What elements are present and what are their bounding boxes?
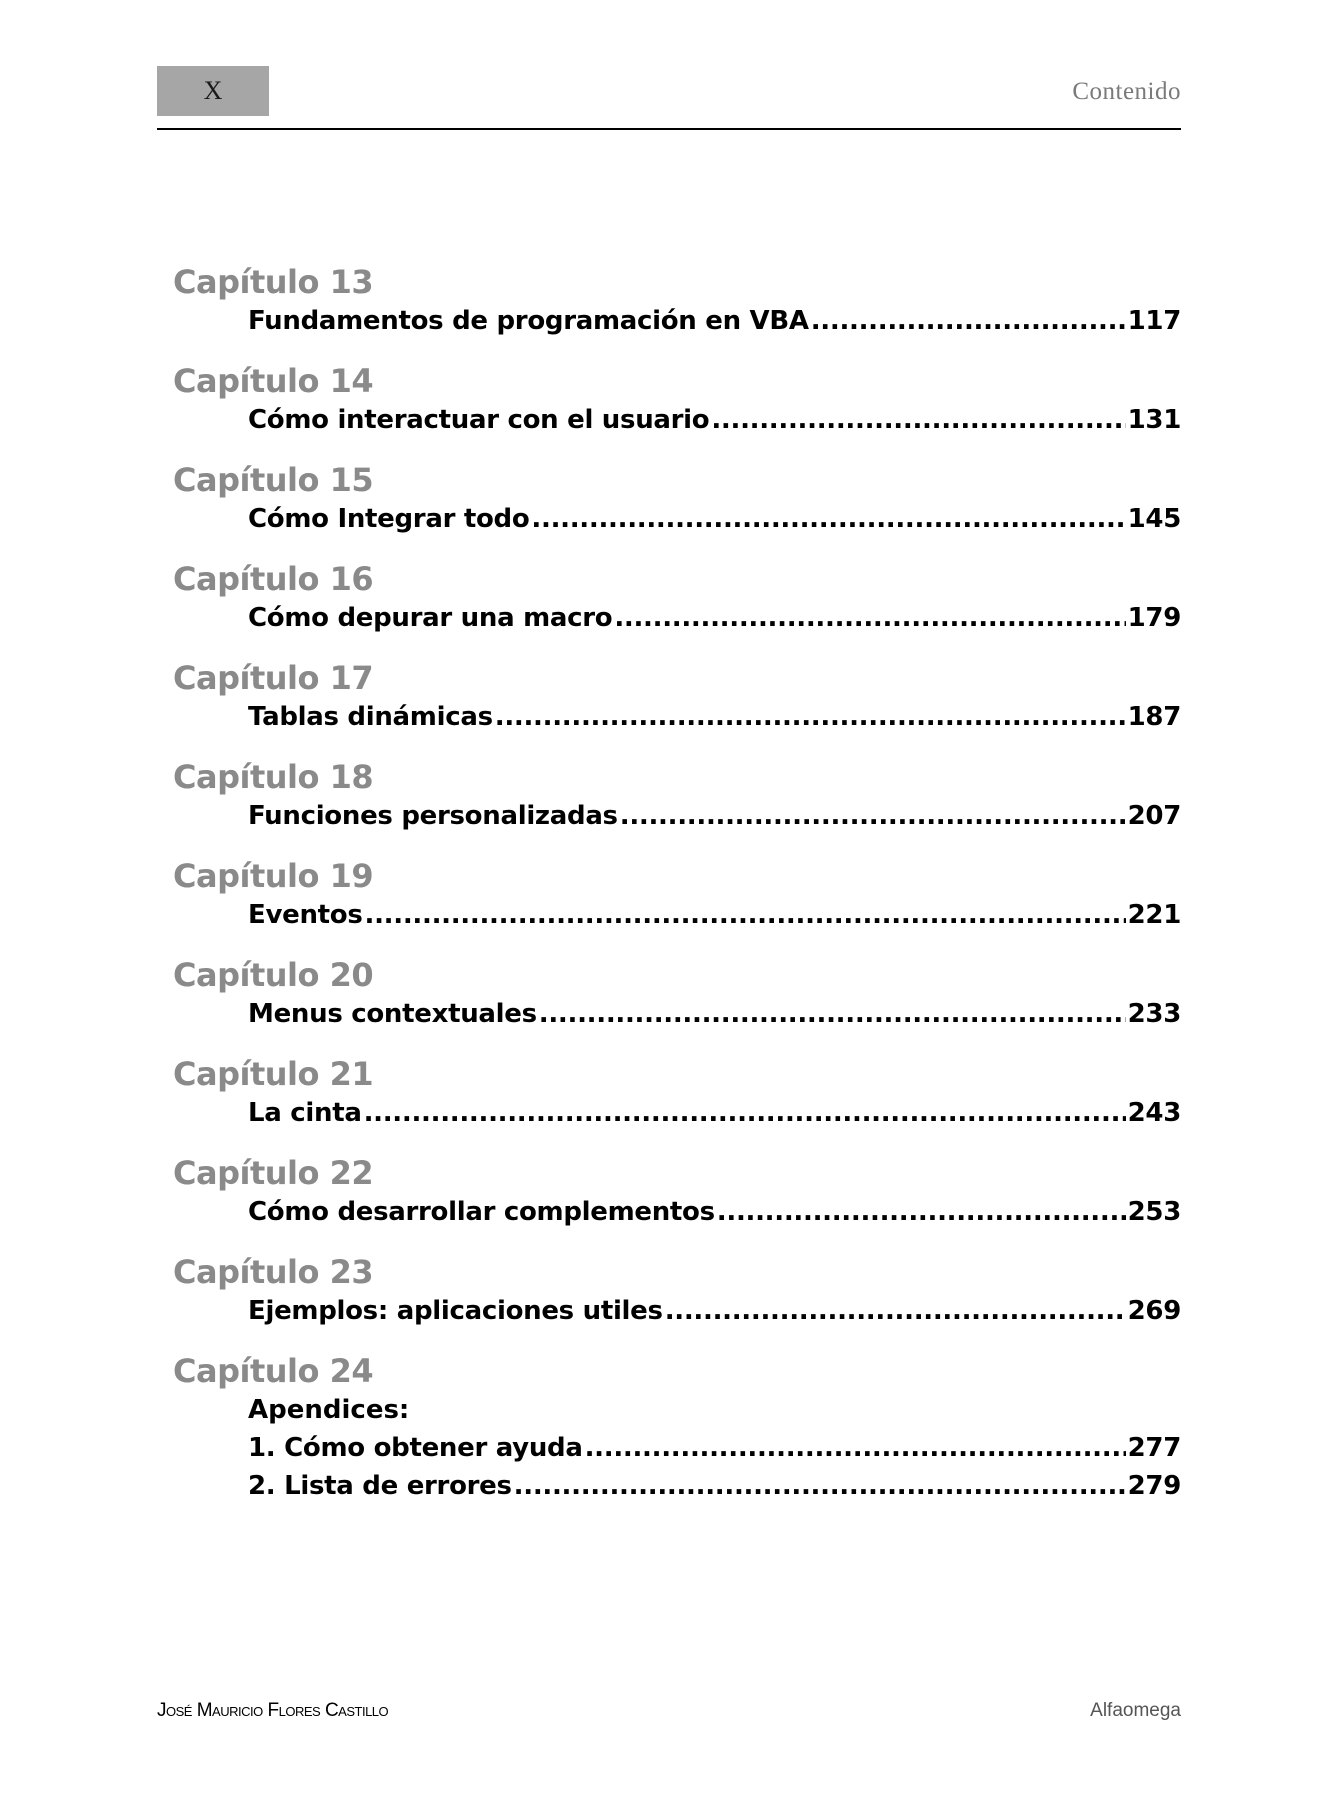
toc-entry[interactable] (248, 896, 1181, 934)
toc-chapter (173, 955, 1181, 1033)
chapter-title: Capítulo 19 (173, 857, 374, 895)
dot-leader (364, 1094, 1126, 1132)
entry-label: Eventos (248, 900, 363, 930)
dot-leader (365, 896, 1126, 934)
toc-chapter (173, 856, 1181, 934)
dot-leader (711, 401, 1125, 439)
toc-entry[interactable] (248, 698, 1181, 736)
entry-page-number: 207 (1127, 801, 1181, 831)
toc-chapter (173, 658, 1181, 736)
chapter-title: Capítulo 17 (173, 659, 374, 697)
entry-label: Cómo Integrar todo (248, 504, 530, 534)
toc-entry[interactable] (248, 599, 1181, 637)
dot-leader (620, 797, 1126, 835)
entry-label: 2. Lista de errores (248, 1471, 512, 1501)
entry-label: 1. Cómo obtener ayuda (248, 1433, 583, 1463)
entry-page-number: 117 (1127, 306, 1181, 336)
chapter-title: Capítulo 23 (173, 1253, 374, 1291)
entry-label: Cómo depurar una macro (248, 603, 613, 633)
dot-leader (531, 500, 1125, 538)
chapter-title: Capítulo 21 (173, 1055, 374, 1093)
entry-label: Tablas dinámicas (248, 702, 493, 732)
toc-entry[interactable] (248, 797, 1181, 835)
chapter-title: Capítulo 15 (173, 461, 374, 499)
entry-label: Cómo desarrollar complementos (248, 1197, 715, 1227)
toc-entry[interactable] (248, 500, 1181, 538)
dot-leader (539, 995, 1126, 1033)
toc-chapter (173, 361, 1181, 439)
entry-page-number: 187 (1127, 702, 1181, 732)
dot-leader (811, 302, 1126, 340)
dot-leader (514, 1467, 1126, 1505)
entry-page-number: 221 (1127, 900, 1181, 930)
entry-page-number: 243 (1127, 1098, 1181, 1128)
toc-entry[interactable] (248, 1429, 1181, 1467)
chapter-title: Capítulo 20 (173, 956, 374, 994)
toc-chapter (173, 559, 1181, 637)
dot-leader (614, 599, 1125, 637)
toc-chapter (173, 460, 1181, 538)
running-title: Contenido (1072, 78, 1181, 105)
entry-page-number: 179 (1127, 603, 1181, 633)
table-of-contents (173, 262, 1181, 1526)
dot-leader (717, 1193, 1126, 1231)
entry-page-number: 279 (1127, 1471, 1181, 1501)
toc-entry[interactable] (248, 1193, 1181, 1231)
entry-label: Ejemplos: aplicaciones utiles (248, 1296, 663, 1326)
entry-page-number: 269 (1127, 1296, 1181, 1326)
entry-page-number: 233 (1127, 999, 1181, 1029)
entry-page-number: 253 (1127, 1197, 1181, 1227)
publisher-name: Alfaomega (1090, 1700, 1181, 1721)
toc-chapter (173, 1351, 1181, 1505)
toc-entry[interactable] (248, 401, 1181, 439)
entry-label: Funciones personalizadas (248, 801, 618, 831)
chapter-title: Capítulo 13 (173, 263, 374, 301)
toc-entry[interactable] (248, 1094, 1181, 1132)
toc-chapter (173, 1054, 1181, 1132)
toc-chapter (173, 757, 1181, 835)
chapter-title: Capítulo 16 (173, 560, 374, 598)
toc-chapter (173, 262, 1181, 340)
toc-entry[interactable] (248, 995, 1181, 1033)
dot-leader (665, 1292, 1126, 1330)
page-number: X (157, 66, 269, 116)
entry-label: Cómo interactuar con el usuario (248, 405, 710, 435)
toc-entry[interactable] (248, 1292, 1181, 1330)
entry-page-number: 145 (1127, 504, 1181, 534)
chapter-title: Capítulo 22 (173, 1154, 374, 1192)
author-name: José Mauricio Flores Castillo (157, 1700, 389, 1721)
chapter-title: Capítulo 18 (173, 758, 374, 796)
chapter-title: Capítulo 14 (173, 362, 374, 400)
page-footer (157, 1700, 1181, 1730)
entry-label: Fundamentos de programación en VBA (248, 306, 809, 336)
page-header (157, 66, 1181, 130)
dot-leader (495, 698, 1126, 736)
appendix-heading: Apendices: (248, 1395, 410, 1425)
entry-page-number: 131 (1127, 405, 1181, 435)
toc-entry[interactable] (248, 1467, 1181, 1505)
chapter-title: Capítulo 24 (173, 1352, 374, 1390)
toc-chapter (173, 1153, 1181, 1231)
toc-chapter (173, 1252, 1181, 1330)
entry-page-number: 277 (1127, 1433, 1181, 1463)
entry-label: Menus contextuales (248, 999, 537, 1029)
entry-label: La cinta (248, 1098, 362, 1128)
toc-entry[interactable] (248, 302, 1181, 340)
dot-leader (585, 1429, 1126, 1467)
